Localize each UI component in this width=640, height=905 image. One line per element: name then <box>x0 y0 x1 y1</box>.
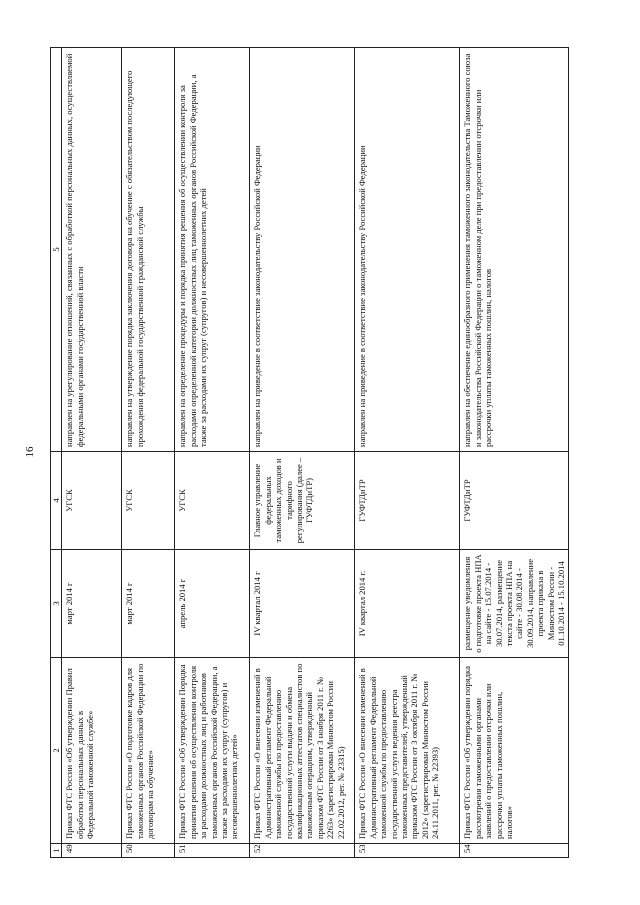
document-title: Приказ ФТС России «Об утверждении Порядка принятия решения об осуществлении контроля за расходами должностных лиц и работников таможенных органов Российской Федерации, а также за расходами их супруг (супругов) и несовершеннолетних детей» <box>175 658 250 844</box>
document-title: Приказ ФТС России «О подготовке кадров для таможенных органов Российской Федерации по договорам на обучение» <box>122 658 175 844</box>
purpose: направлен на определение процедуры и порядка принятия решения об осуществлении контроля за расходами определенной категории должностных лиц таможенных органов Российской Федерации, а также за расходами их супруг (супругов) и несовершеннолетних детей <box>175 48 250 452</box>
table-row <box>175 48 250 858</box>
responsible-unit: ГУФТДиТР <box>460 452 569 550</box>
column-header: 1 <box>51 844 62 858</box>
header-row <box>51 48 62 858</box>
table-row <box>460 48 569 858</box>
table-row <box>355 48 460 858</box>
deadline: март 2014 г <box>62 550 122 658</box>
document-title: Приказ ФТС России «О внесении изменений в Административный регламент Федеральной таможенной службы по предоставлению государственной услуги ведения реестра таможенных представителей, утвержденный приказом ФТС России от 3 октября 2011 г. № 2012» (зарегистрирован Минюстом России 24.11.2011, рег. № 22393) <box>355 658 460 844</box>
responsible-unit: УГСК <box>175 452 250 550</box>
purpose: направлен на приведение в соответствие законодательству Российской Федерации <box>355 48 460 452</box>
purpose: направлен на обеспечение единообразного применения таможенного законодательства Таможенного союза и законодательства Российской Федерации о таможенном деле при предоставлении отсрочки или рассрочки уплаты таможенных пошлин, налогов <box>460 48 569 452</box>
purpose: направлен на приведение в соответствие законодательству Российской Федерации <box>250 48 355 452</box>
responsible-unit: УГСК <box>62 452 122 550</box>
row-number: 49 <box>62 844 122 858</box>
table-row <box>62 48 122 858</box>
page-number: 16 <box>24 446 36 458</box>
deadline: апрель 2014 г <box>175 550 250 658</box>
table-row <box>250 48 355 858</box>
document-title: Приказ ФТС России «Об утверждении порядка рассмотрения таможенными органами заявлений о предоставлении отсрочки или рассрочки уплаты таможенных пошлин, налогов» <box>460 658 569 844</box>
responsible-unit: ГУФТДиТР <box>355 452 460 550</box>
column-header: 5 <box>51 48 62 452</box>
row-number: 50 <box>122 844 175 858</box>
purpose: направлен на утверждение порядка заключения договора на обучение с обязательством последующего прохождения федеральной государственной гражданской службы <box>122 48 175 452</box>
row-number: 53 <box>355 844 460 858</box>
deadline: размещение уведомления о подготовке проекта НПА на сайте - 15.07.2014 - 30.07.2014, размещение текста проекта НПА на сайте - 30.08.2014 - 30.09.2014, направление проекта приказа в Минюстом России - 01.10.2014 - 15.10.2014 <box>460 550 569 658</box>
purpose: направлен на урегулирование отношений, связанных с обработкой персональных данных, осуществляемой федеральными органами государственной власти <box>62 48 122 452</box>
plan-table <box>50 47 569 858</box>
responsible-unit: Главное управление федеральных таможенных доходов и тарифного регулирования (далее – ГУФТДиТР) <box>250 452 355 550</box>
deadline: март 2014 г <box>122 550 175 658</box>
row-number: 54 <box>460 844 569 858</box>
rotated-page <box>50 48 615 858</box>
deadline: IV квартал 2014 г. <box>355 550 460 658</box>
column-header: 4 <box>51 452 62 550</box>
deadline: IV квартал 2014 г <box>250 550 355 658</box>
document-title: Приказ ФТС России «Об утверждении Правил обработки персональных данных в Федеральной таможенной службе» <box>62 658 122 844</box>
column-header: 3 <box>51 550 62 658</box>
document-title: Приказ ФТС России «О внесении изменений в Административный регламент Федеральной таможенной службы по предоставлению государственной услуги выдачи и обмена квалификационных аттестатов специалистов по таможенным операциям, утвержденный приказом ФТС России от 3 ноября 2011 г. № 2263» (зарегистрирован Минюстом России 22.02.2012, рег. № 23315) <box>250 658 355 844</box>
table-row <box>122 48 175 858</box>
row-number: 51 <box>175 844 250 858</box>
column-header: 2 <box>51 658 62 844</box>
row-number: 52 <box>250 844 355 858</box>
responsible-unit: УГСК <box>122 452 175 550</box>
